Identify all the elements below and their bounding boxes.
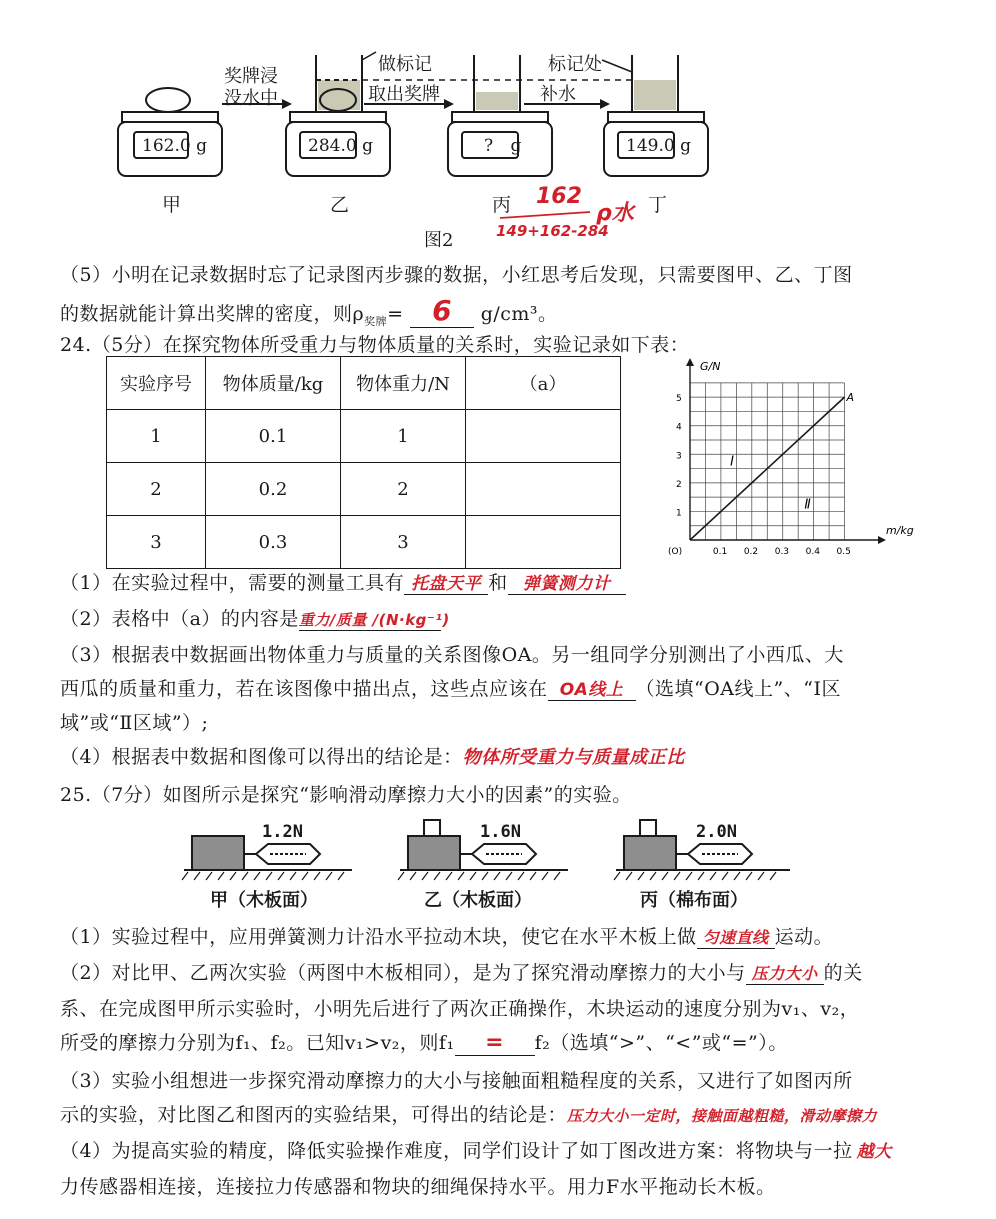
- table-header-row: 实验序号 物体质量/kg 物体重力/N （a）: [107, 357, 621, 410]
- fig-label-bing: 丙（棉布面）: [640, 890, 748, 911]
- q23-5-line1: （5）小明在记录数据时忘了记录图丙步骤的数据，小红思考后发现，只需要图甲、乙、丁图: [60, 264, 853, 286]
- q25-4-line2: 力传感器相连接，连接拉力传感器和物块的细绳保持水平。用力F水平拖动长木板。: [60, 1176, 776, 1198]
- q24-3-line2: 西瓜的质量和重力，若在该图像中描出点，这些点应该在 OA线上 （选填“OA线上”、“Ⅰ区: [60, 674, 841, 701]
- x-tick-label: 0.1: [712, 547, 728, 557]
- x-tick-label: 0.2: [743, 547, 759, 557]
- q25-3-line2: 示的实验，对比图乙和图丙的实验结果，可得出的结论是：压力大小一定时，接触面越粗糙，滑动摩擦力: [60, 1104, 878, 1126]
- scale-jia: [118, 88, 222, 176]
- q24-2: （2）表格中（a）的内容是重力/质量 /(N·kg⁻¹): [60, 608, 450, 630]
- q25-1: （1）实验过程中，应用弹簧测力计沿水平拉动木块，使它在水平木板上做 匀速直线 运动。: [60, 926, 834, 948]
- x-axis-label: m/kg: [886, 524, 914, 537]
- point-label-a: A: [846, 391, 855, 405]
- medal-icon: [146, 88, 190, 112]
- y-tick-label: 3: [676, 451, 682, 462]
- q25-2-line2: 系、在完成图甲所示实验时，小明先后进行了两次正确操作，木块运动的速度分别为v₁、v₂，: [60, 998, 860, 1020]
- scale-yi-reading: 284.0 g: [308, 136, 373, 156]
- y-axis-arrow: [686, 358, 694, 366]
- hw-162: 162: [536, 184, 582, 209]
- q25-2-line3: 所受的摩擦力分别为f₁、f₂。已知v₁>v₂，则f₁ = f₂（选填“>”、“<”或“=”）。: [60, 1030, 788, 1055]
- x-axis-arrow: [878, 536, 886, 544]
- y-tick-label: 5: [676, 394, 682, 405]
- hw-rho: ρ水: [596, 201, 634, 226]
- y-tick-label: 1: [676, 508, 682, 519]
- q23-5-line2: 的数据就能计算出奖牌的密度，则$\rho_{奖牌}= 6$ g/cm³。: [60, 294, 558, 328]
- y-axis-label: G/N: [700, 360, 721, 373]
- force-bing: 2.0N: [696, 822, 737, 842]
- y-tick-label: 2: [676, 479, 682, 490]
- x-tick-label: 0.4: [805, 547, 820, 557]
- q23-answer: 6: [432, 294, 453, 327]
- q24-1: （1）在实验过程中，需要的测量工具有 托盘天平 和 弹簧测力计: [60, 568, 626, 595]
- x-tick-label: 0.3: [774, 547, 790, 557]
- q25-2-line1: （2）对比甲、乙两次实验（两图中木板相同），是为了探究滑动摩擦力的大小与 压力大小 的关: [60, 962, 863, 984]
- y-tick-label: 4: [676, 422, 682, 433]
- block-bing: [624, 836, 676, 870]
- take-out-label: 取出奖牌: [368, 84, 440, 105]
- weight-bing: [640, 820, 656, 836]
- fig-label-yi: 乙（木板面）: [424, 890, 532, 911]
- label-jia: 甲: [162, 194, 182, 216]
- q24-3-line3: 域”或“Ⅱ区域”）;: [60, 712, 209, 734]
- table-row: 1 0.1 1: [107, 410, 621, 463]
- origin-label: (O): [668, 547, 683, 557]
- region-label-1: Ⅰ: [730, 454, 735, 470]
- g-m-chart: [660, 360, 914, 560]
- figure-caption: 图2: [424, 230, 454, 251]
- scale-bing-reading: ? g: [484, 136, 522, 156]
- q24-3-line1: （3）根据表中数据画出物体重力与质量的关系图像OA。另一组同学分别测出了小西瓜、大: [60, 644, 844, 666]
- label-bing: 丙: [492, 194, 512, 216]
- q25-title: 25.（7分）如图所示是探究“影响滑动摩擦力大小的因素”的实验。: [60, 784, 632, 806]
- hw-calc: 149+162-284: [496, 222, 609, 240]
- q24-4: （4）根据表中数据和图像可以得出的结论是：物体所受重力与质量成正比: [60, 746, 685, 768]
- table-row: 2 0.2 2: [107, 463, 621, 516]
- add-water-label: 补水: [540, 84, 576, 105]
- label-ding: 丁: [648, 194, 668, 216]
- mark-place-label: 标记处: [548, 54, 602, 75]
- arrow1-line1: 奖牌浸: [224, 66, 278, 87]
- arrow1-line2: 没水中: [224, 88, 278, 109]
- q25-4-line1: （4）为提高实验的精度，降低实验操作难度，同学们设计了如丁图改进方案：将物块与一拉 越大: [60, 1140, 892, 1162]
- block-yi: [408, 836, 460, 870]
- region-label-2: Ⅱ: [804, 497, 811, 513]
- table-row: 3 0.3 3: [107, 516, 621, 569]
- force-yi: 1.6N: [480, 822, 521, 842]
- scale-ding: [604, 55, 708, 176]
- q24-table: [106, 356, 621, 569]
- label-yi: 乙: [330, 194, 350, 216]
- scale-ding-reading: 149.0 g: [626, 136, 691, 156]
- force-jia: 1.2N: [262, 822, 303, 842]
- x-tick-label: 0.5: [836, 547, 851, 557]
- q24-title: 24.（5分）在探究物体所受重力与物体质量的关系时，实验记录如下表：: [60, 334, 690, 356]
- scale-jia-reading: 162.0 g: [142, 136, 207, 156]
- scale-yi: [286, 55, 390, 176]
- weight-yi: [424, 820, 440, 836]
- q25-3-line1: （3）实验小组想进一步探究滑动摩擦力的大小与接触面粗糙程度的关系，又进行了如图丙所: [60, 1070, 853, 1092]
- scale-bing: [448, 55, 552, 176]
- fig-label-jia: 甲（木板面）: [210, 890, 318, 911]
- mark-label: 做标记: [378, 54, 432, 75]
- block-jia: [192, 836, 244, 870]
